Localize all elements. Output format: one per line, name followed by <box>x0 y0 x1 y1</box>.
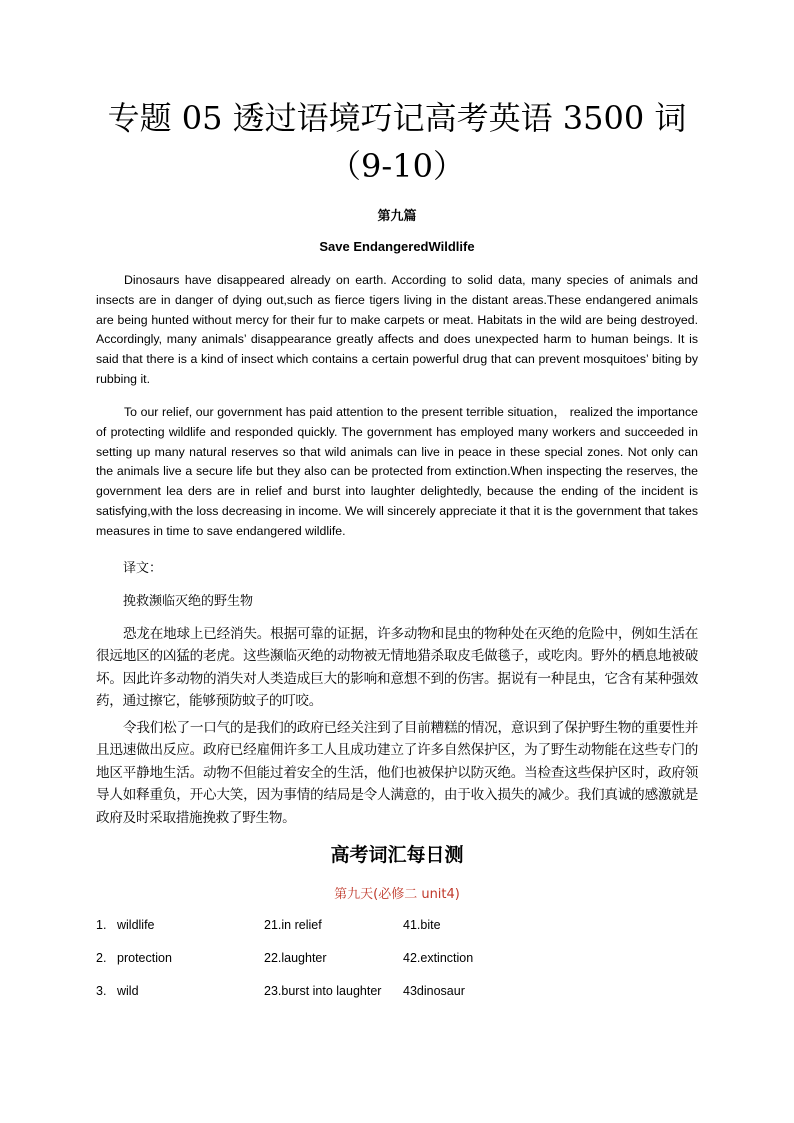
vocab-row <box>96 951 698 971</box>
english-paragraph-2: To our relief, our government has paid attention to the present terrible situation， realized the importance of protecting wildlife and responded quickly. The government has employed many workers and succeeded in setting up many natural reserves so that wild animals can live in peace in these special zones. Not only can the animals live a secure life but they also can be protected from extinction.When inspecting the reserves, the government lea ders are in relief and burst into laughter delightedly, because the ending of the incident is satisfying,with the loss decreasing in income. We will sincerely appreciate it that it is the government that takes measures in time to save endangered wildlife. <box>96 405 698 538</box>
day-label: 第九天(必修二 unit4) <box>334 887 460 902</box>
chinese-paragraph-1: 恐龙在地球上已经消失。根据可靠的证据，许多动物和昆虫的物种处在灭绝的危险中，例如生活在很远地区的凶猛的老虎。这些濒临灭绝的动物被无情地猎杀取皮毛做毯子，或吃肉。野外的栖息地被破坏。因此许多动物的消失对人类造成巨大的影响和意想不到的伤害。据说有一种昆虫，它含有某种强效药，通过擦它，能够预防蚊子的叮咬。 <box>96 626 698 710</box>
vocab-row <box>96 984 698 1004</box>
translation-title: 挽救濒临灭绝的野生物 <box>123 594 254 609</box>
vocab-word: wildlife <box>117 918 155 932</box>
title-line-2: （9-10） <box>329 147 465 185</box>
vocab-number: 3. <box>96 984 107 998</box>
vocab-word: wild <box>117 984 139 998</box>
vocab-word: 43dinosaur <box>403 984 465 998</box>
vocab-word: 23.burst into laughter <box>264 984 382 998</box>
vocab-word: protection <box>117 951 172 965</box>
title-line-1: 专题 05 透过语境巧记高考英语 3500 词 <box>107 99 687 137</box>
vocab-heading: 高考词汇每日测 <box>330 844 464 866</box>
vocab-number: 1. <box>96 918 107 932</box>
article-title: Save EndangeredWildlife <box>319 239 475 254</box>
vocab-word: 22.laughter <box>264 951 327 965</box>
chinese-paragraph-2: 令我们松了一口气的是我们的政府已经关注到了目前糟糕的情况，意识到了保护野生物的重要性并且迅速做出反应。政府已经雇佣许多工人且成功建立了许多自然保护区，为了野生动物能在这些专门的地区平静地生活。动物不但能过着安全的生活，他们也被保护以防灭绝。当检查这些保护区时，政府领导人如释重负，开心大笑，因为事情的结局是令人满意的，由于收入损失的减少。我们真诚的感激就是政府及时采取措施挽救了野生物。 <box>96 720 698 826</box>
vocab-word: 42.extinction <box>403 951 474 965</box>
translation-label: 译文： <box>123 561 163 576</box>
section-label: 第九篇 <box>377 209 417 224</box>
vocab-number: 2. <box>96 951 107 965</box>
vocab-row <box>96 918 698 938</box>
vocab-word: 21.in relief <box>264 918 322 932</box>
vocab-word: 41.bite <box>403 918 441 932</box>
english-paragraph-1: Dinosaurs have disappeared already on earth. According to solid data, many species of animals and insects are in danger of dying out,such as fierce tigers living in the distant areas.These endangered animals are being hunted without mercy for their fur to make carpets or meat. Habitats in the wild are being destroyed. Accordingly, many animals’ disappearance greatly affects and does unexpected harm to human beings. It is said that there is a kind of insect which contains a certain powerful drug that can prevent mosquitoes’ biting by rubbing it. <box>96 273 698 386</box>
document-title <box>96 94 698 190</box>
